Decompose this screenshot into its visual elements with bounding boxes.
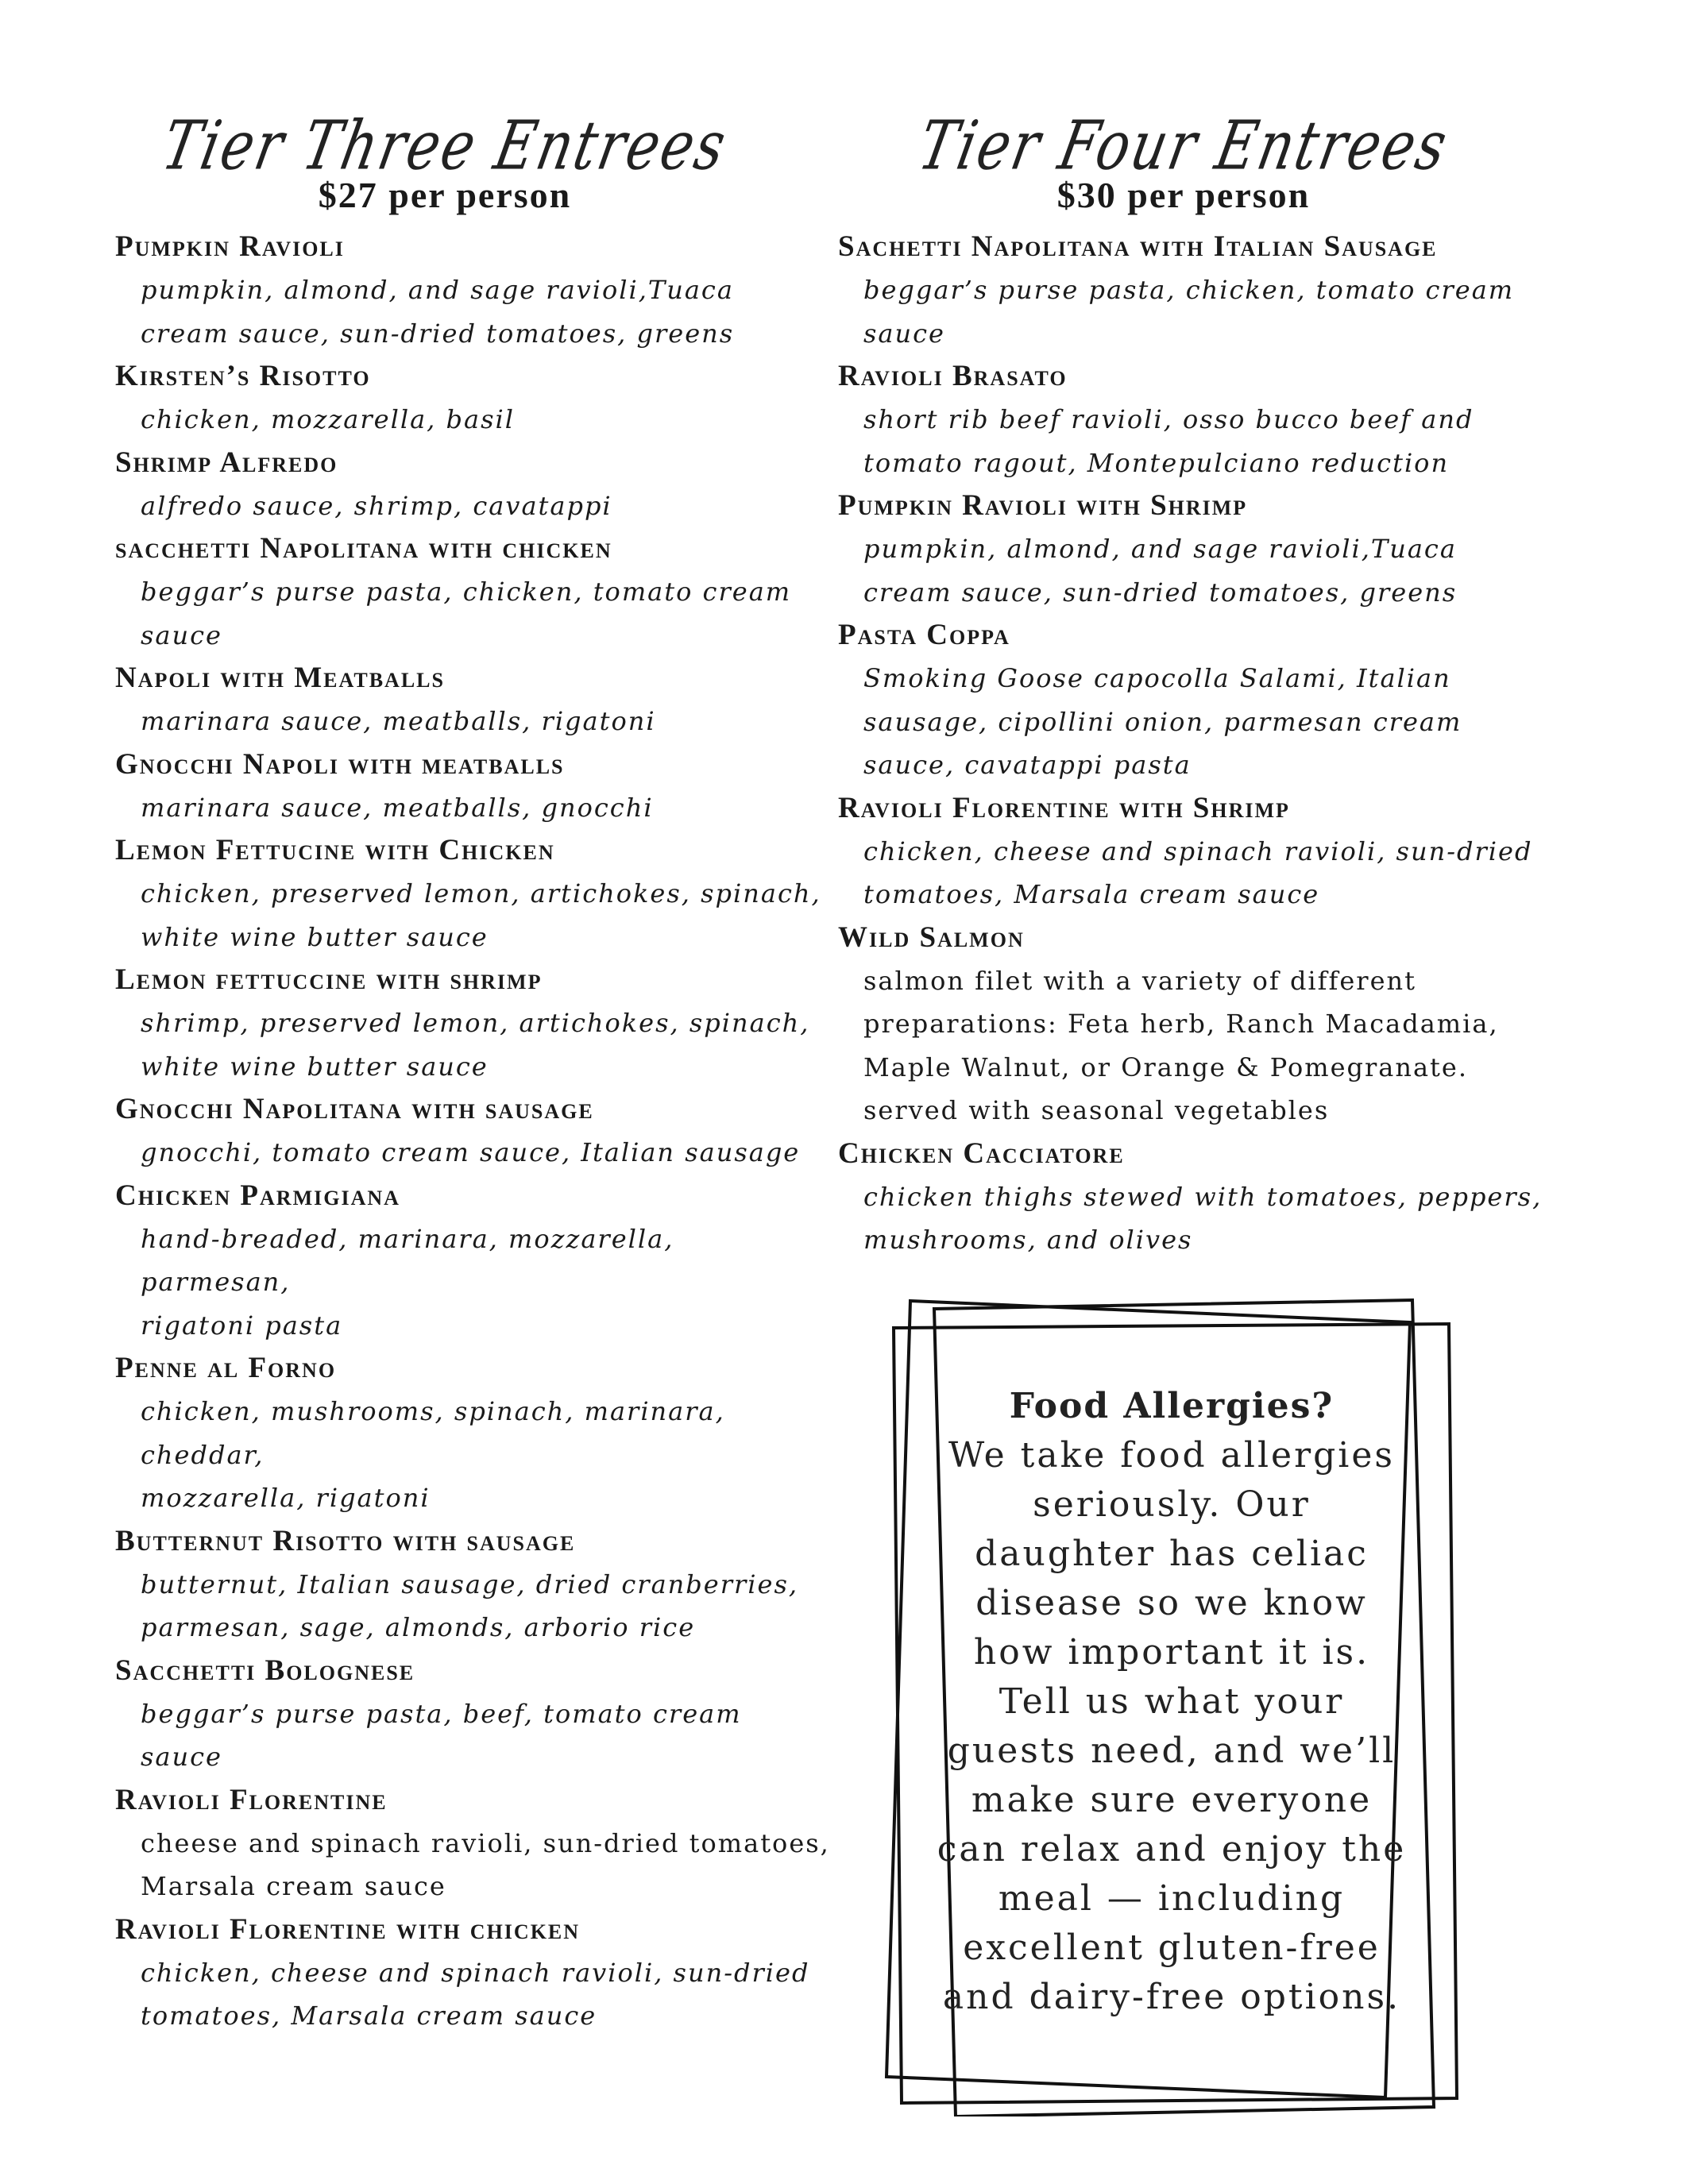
menu-item xyxy=(115,1908,830,2038)
item-desc-line: mushrooms, and olives xyxy=(863,1225,1193,1255)
item-desc-line: mozzarella, rigatoni xyxy=(141,1483,431,1513)
allergy-line: meal — including xyxy=(998,1878,1346,1919)
menu-item xyxy=(838,1133,1585,1262)
item-name: Ravioli Florentine with Shrimp xyxy=(838,791,1290,824)
item-desc-line: parmesan, sage, almonds, arborio rice xyxy=(141,1612,696,1642)
item-desc-line: cheese and spinach ravioli, sun-dried tomatoes, xyxy=(141,1827,830,1858)
item-desc-line: marinara sauce, meatballs, rigatoni xyxy=(141,706,656,736)
item-desc-line: chicken, mushrooms, spinach, marinara, cheddar, xyxy=(141,1396,725,1470)
item-desc-line: Maple Walnut, or Orange & Pomegranate. xyxy=(863,1051,1469,1082)
item-desc-line: short rib beef ravioli, osso bucco beef and xyxy=(863,404,1474,434)
item-name: Ravioli Florentine with chicken xyxy=(115,1912,581,1946)
item-name: Pumpkin Ravioli with Shrimp xyxy=(838,489,1248,522)
item-desc-line: cream sauce, sun-dried tomatoes, greens xyxy=(141,318,735,349)
item-desc-line: pumpkin, almond, and sage ravioli,Tuaca xyxy=(141,275,734,305)
item-desc-line: chicken, cheese and spinach ravioli, sun-dried xyxy=(863,835,1533,866)
tier-three-price: $27 per person xyxy=(318,175,572,215)
item-name: Pumpkin Ravioli xyxy=(115,230,345,263)
item-desc-line: Smoking Goose capocolla Salami, Italian xyxy=(863,663,1451,693)
menu-item xyxy=(838,355,1585,484)
item-desc-line: alfredo sauce, shrimp, cavatappi xyxy=(141,490,612,521)
menu-item xyxy=(838,614,1585,787)
menu-item xyxy=(115,442,830,528)
item-desc-line: preparations: Feta herb, Ranch Macadamia, xyxy=(863,1009,1499,1039)
item-name: Gnocchi Napolitana with sausage xyxy=(115,1093,594,1125)
item-desc-line: beggar’s purse pasta, chicken, tomato cream xyxy=(141,577,792,607)
item-desc-line: cream sauce, sun-dried tomatoes, greens xyxy=(863,577,1458,608)
menu-item xyxy=(115,1650,830,1779)
item-name: Chicken Cacciatore xyxy=(838,1136,1125,1170)
item-desc-line: sauce, cavatappi pasta xyxy=(863,750,1192,780)
item-desc-line: marinara sauce, meatballs, gnocchi xyxy=(141,792,654,823)
menu-item xyxy=(115,743,830,830)
item-name: Gnocchi Napoli with meatballs xyxy=(115,747,565,781)
allergy-line: We take food allergies xyxy=(948,1435,1395,1476)
allergy-line: Tell us what your xyxy=(999,1681,1345,1722)
tier-three-section xyxy=(115,107,830,2038)
allergy-line: and dairy-free options. xyxy=(942,1977,1401,2017)
item-name: Chicken Parmigiana xyxy=(115,1179,400,1212)
item-desc-line: gnocchi, tomato cream sauce, Italian sausage xyxy=(141,1137,801,1167)
item-desc-line: chicken, preserved lemon, artichokes, spinach, xyxy=(141,878,821,909)
item-desc-line: Marsala cream sauce xyxy=(141,1871,446,1901)
item-desc-line: white wine butter sauce xyxy=(141,1051,489,1082)
tier-four-section xyxy=(838,107,1585,1262)
item-desc-line: beggar’s purse pasta, beef, tomato cream sauce xyxy=(141,1698,742,1772)
menu-item xyxy=(115,657,830,743)
item-name: Wild Salmon xyxy=(838,920,1025,954)
item-name: Kirsten’s Risotto xyxy=(115,360,371,392)
item-name: Sacchetti Bolognese xyxy=(115,1653,415,1687)
menu-item xyxy=(115,829,830,959)
menu-item xyxy=(115,1088,830,1175)
item-name: Lemon fettuccine with shrimp xyxy=(115,963,543,996)
item-desc-line: rigatoni pasta xyxy=(141,1310,343,1341)
item-name: Pasta Coppa xyxy=(838,619,1010,651)
menu-item xyxy=(115,355,830,442)
menu-item xyxy=(838,226,1585,355)
menu-item xyxy=(838,787,1585,916)
menu-item xyxy=(838,484,1585,614)
item-name: Shrimp Alfredo xyxy=(115,446,338,479)
item-desc-line: chicken, cheese and spinach ravioli, sun-dried xyxy=(141,1957,810,1988)
tier-four-title: Tier Four Entrees xyxy=(912,107,1455,186)
menu-item xyxy=(115,527,830,657)
menu-item xyxy=(115,1175,830,1348)
menu-item xyxy=(838,916,1585,1133)
allergy-line: daughter has celiac xyxy=(975,1534,1369,1574)
tier-four-price: $30 per person xyxy=(1056,175,1311,215)
menu-item xyxy=(115,1347,830,1520)
item-desc-line: tomatoes, Marsala cream sauce xyxy=(863,879,1320,909)
item-desc-line: chicken, mozzarella, basil xyxy=(141,404,515,434)
item-desc-line: white wine butter sauce xyxy=(141,921,489,952)
item-desc-line: chicken thighs stewed with tomatoes, peppers, xyxy=(863,1181,1543,1212)
item-name: Ravioli Brasato xyxy=(838,360,1068,392)
item-name: Penne al Forno xyxy=(115,1352,337,1384)
item-desc-line: salmon filet with a variety of different xyxy=(863,965,1416,996)
allergy-line: guests need, and we’ll xyxy=(947,1731,1396,1771)
allergy-line: make sure everyone xyxy=(971,1780,1373,1820)
allergy-line: seriously. Our xyxy=(1033,1484,1311,1525)
menu-item xyxy=(115,1520,830,1650)
item-desc-line: beggar’s purse pasta, chicken, tomato cream xyxy=(863,275,1515,305)
item-name: sacchetti Napolitana with chicken xyxy=(115,532,612,565)
item-desc-line: pumpkin, almond, and sage ravioli,Tuaca xyxy=(863,534,1457,564)
allergy-line: excellent gluten-free xyxy=(963,1927,1381,1968)
item-desc-line: tomato ragout, Montepulciano reduction xyxy=(863,447,1450,478)
item-desc-line: hand-breaded, marinara, mozzarella, parmesan, xyxy=(141,1223,674,1297)
menu-item xyxy=(115,226,830,355)
allergy-notice xyxy=(921,1382,1422,2022)
item-desc-line: sauce xyxy=(863,318,945,349)
allergy-title: Food Allergies? xyxy=(1009,1386,1335,1426)
allergy-line: how important it is. xyxy=(973,1632,1370,1673)
menu-item xyxy=(115,959,830,1088)
item-desc-line: sauce xyxy=(141,619,222,650)
item-name: Butternut Risotto with sausage xyxy=(115,1524,576,1557)
item-desc-line: shrimp, preserved lemon, artichokes, spinach, xyxy=(141,1008,810,1038)
item-desc-line: served with seasonal vegetables xyxy=(863,1095,1330,1125)
allergy-line: disease so we know xyxy=(975,1583,1368,1623)
item-desc-line: sausage, cipollini onion, parmesan cream xyxy=(863,706,1462,737)
tier-three-title: Tier Three Entrees xyxy=(156,107,734,186)
item-name: Lemon Fettucine with Chicken xyxy=(115,834,555,866)
item-desc-line: tomatoes, Marsala cream sauce xyxy=(141,2001,597,2031)
item-desc-line: butternut, Italian sausage, dried cranberries, xyxy=(141,1569,799,1599)
item-name: Ravioli Florentine xyxy=(115,1783,388,1816)
item-name: Sachetti Napolitana with Italian Sausage xyxy=(838,230,1438,263)
item-name: Napoli with Meatballs xyxy=(115,662,445,694)
allergy-line: can relax and enjoy the xyxy=(937,1829,1407,1870)
menu-item xyxy=(115,1779,830,1908)
